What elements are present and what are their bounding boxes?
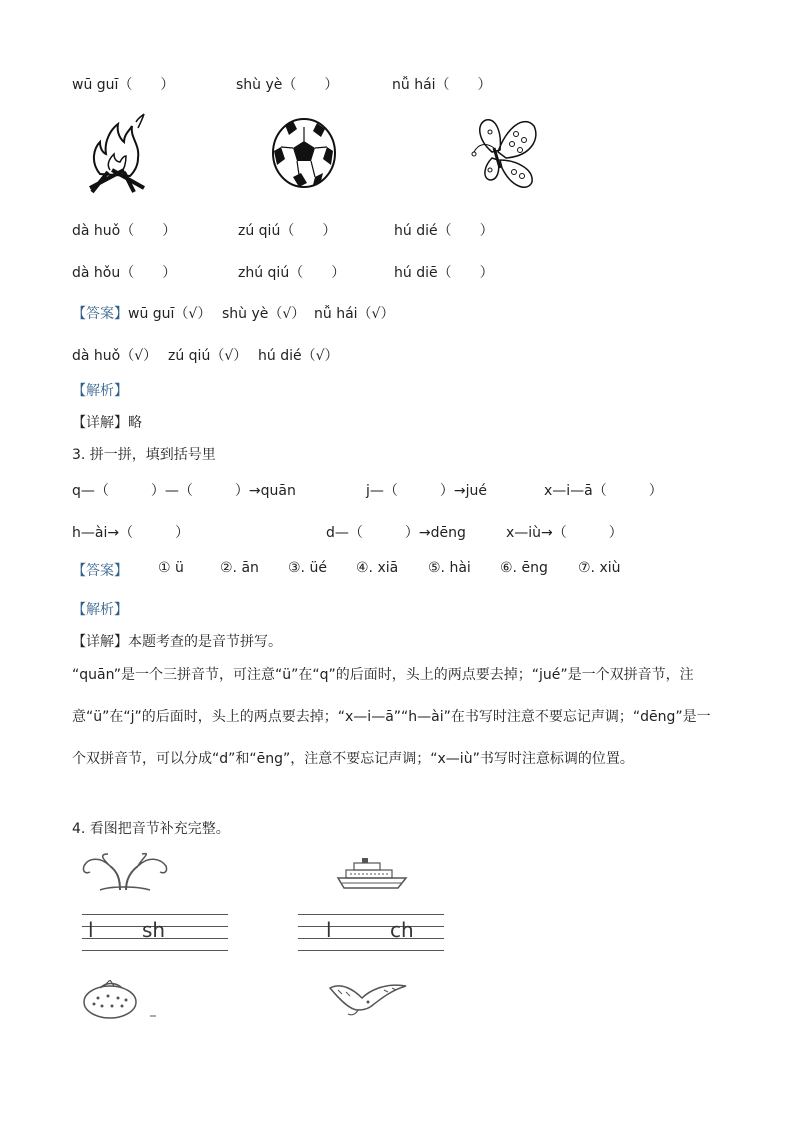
strawberry-image xyxy=(80,980,160,1020)
detail-line xyxy=(72,412,142,432)
q3-item-deng: d—（ ）→dēng xyxy=(326,525,466,541)
q3-item-hai: h—ài→（ ） xyxy=(72,525,190,541)
analysis-tag: 【解析】 xyxy=(72,383,128,399)
pinyin-letter: l xyxy=(326,918,332,942)
q3-item-jue: j—（ ）→jué xyxy=(366,483,487,499)
option-shuye: shù yè（ ） xyxy=(236,77,339,93)
q3-answer-1: ① ü xyxy=(158,560,184,576)
detail-line xyxy=(72,631,282,651)
answer-item: nǚ hái（√） xyxy=(314,306,395,322)
question-3-title: 3. 拼一拼，填到括号里 xyxy=(72,447,216,463)
detail-text: 略 xyxy=(128,415,142,431)
q3-answer-3: ③. üé xyxy=(288,560,327,576)
q3-answer-7: ⑦. xiù xyxy=(578,560,621,576)
q3-item-xia: x—i—ā（ ） xyxy=(544,483,663,499)
q3-item-quan: q—（ ）—（ ）→quān xyxy=(72,483,296,499)
bird-image xyxy=(328,980,408,1016)
answer-item: zú qiú（√） xyxy=(168,348,248,364)
ship-image xyxy=(336,858,408,890)
butterfly-image xyxy=(468,112,540,192)
answer-item: shù yè（√） xyxy=(222,306,306,322)
pinyin-letter: l xyxy=(88,918,94,942)
detail-tag: 【详解】 xyxy=(72,415,128,431)
fire-image xyxy=(86,112,148,194)
answer-tag: 【答案】 xyxy=(72,563,128,579)
q3-item-xiu: x—iù→（ ） xyxy=(506,525,623,541)
option-hudie: hú dié（ ） xyxy=(394,223,494,239)
option-wugui: wū guī（ ） xyxy=(72,77,175,93)
pinyin-writing-box-2 xyxy=(298,914,444,950)
question-4-title: 4. 看图把音节补充完整。 xyxy=(72,821,230,837)
answer-item: dà huǒ（√） xyxy=(72,348,158,364)
pinyin-letter: sh xyxy=(142,918,166,942)
answer-item: wū guī（√） xyxy=(128,306,212,322)
detail-paragraph: “quān”是一个三拼音节，可注意“ü”在“q”的后面时，头上的两点要去掉；“jué”是一个双拼音节，注意“ü”在“j”的后面时，头上的两点要去掉；“x—i—ā”“h—ài”在书写时注意不要忘记声调；“dēng”是一个双拼音节，可以分成“d”和“ēng”，注意不要忘记声调；“x—iù”书写时注意标调的位置。 xyxy=(72,667,711,767)
option-zhuqiu: zhú qiú（ ） xyxy=(238,265,346,281)
tree-image xyxy=(80,852,172,892)
q3-answer-5: ⑤. hài xyxy=(428,560,471,576)
q3-answer-6: ⑥. ēng xyxy=(500,560,548,576)
option-dahou: dà hǒu（ ） xyxy=(72,265,177,281)
analysis-tag: 【解析】 xyxy=(72,602,128,618)
soccer-ball-image xyxy=(271,117,337,189)
answer-item: hú dié（√） xyxy=(258,348,339,364)
detail-tag: 【详解】 xyxy=(72,634,128,650)
option-dahuo: dà huǒ（ ） xyxy=(72,223,177,239)
option-nvhai: nǚ hái（ ） xyxy=(392,77,492,93)
option-hudie-first-tone: hú diē（ ） xyxy=(394,265,494,281)
pinyin-letter: ch xyxy=(390,918,414,942)
answer-tag: 【答案】 xyxy=(72,306,128,322)
q3-answer-4: ④. xiā xyxy=(356,560,399,576)
option-zuqiu: zú qiú（ ） xyxy=(238,223,337,239)
q3-answer-2: ②. ān xyxy=(220,560,259,576)
pinyin-writing-box-1 xyxy=(82,914,228,950)
detail-text: 本题考查的是音节拼写。 xyxy=(128,634,282,650)
